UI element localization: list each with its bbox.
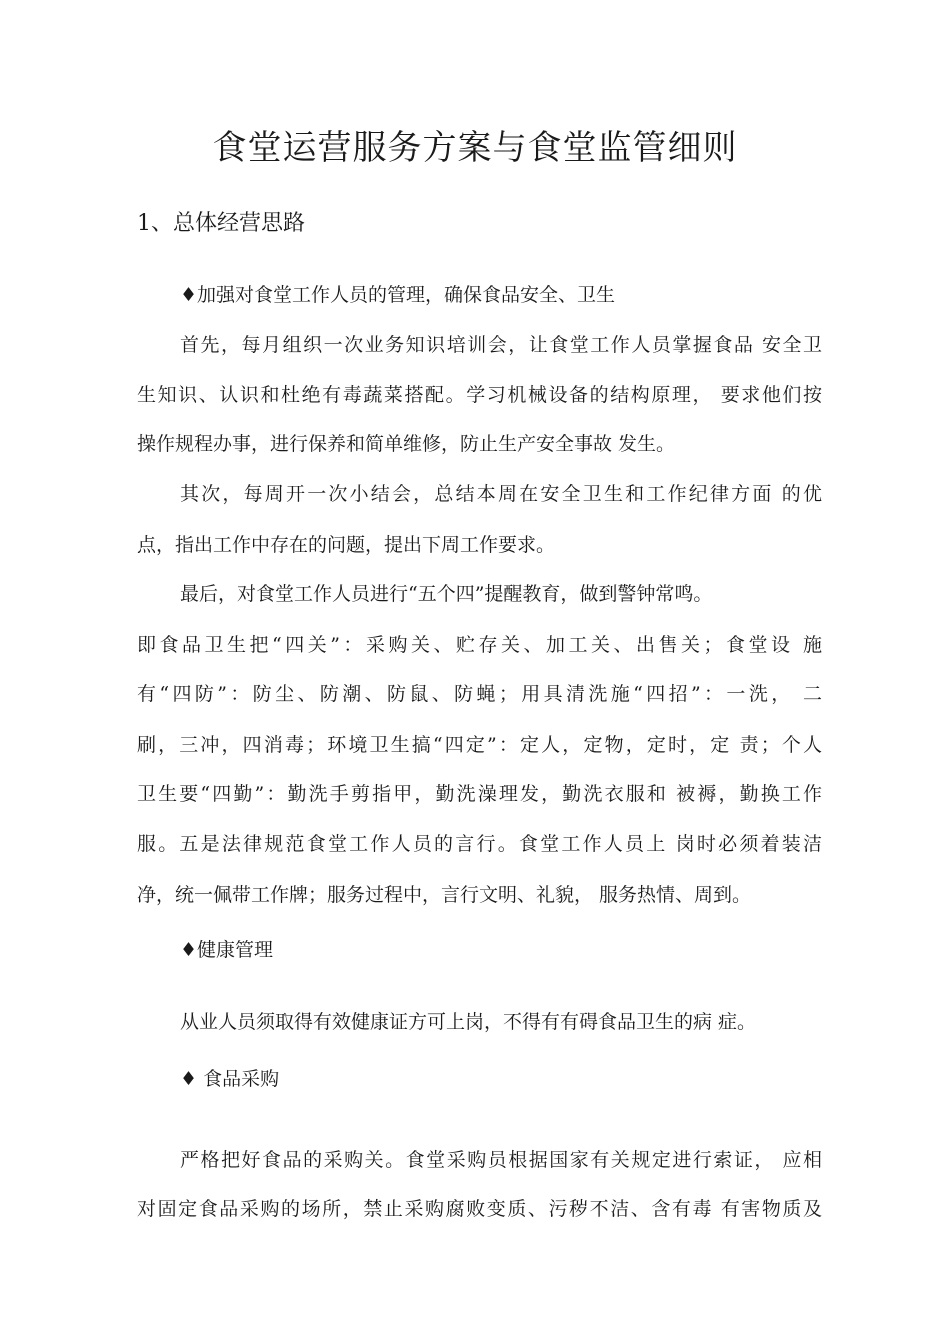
paragraph-line: 点，指出工作中存在的问题，提出下周工作要求。	[137, 534, 556, 556]
paragraph-line: 从业人员须取得有效健康证方可上岗，不得有有碍食品卫生的病 症。	[180, 1011, 757, 1033]
paragraph-line: 刷，三冲，四消毒；环境卫生搞“四定”：定人，定物，定时，定 责；个人	[137, 734, 822, 756]
bullet-heading-staff-management: ♦加强对食堂工作人员的管理，确保食品安全、卫生	[180, 284, 616, 306]
paragraph-line: 卫生要“四勤”：勤洗手剪指甲，勤洗澡理发，勤洗衣服和 被褥，勤换工作	[137, 783, 822, 805]
paragraph-line: 首先，每月组织一次业务知识培训会，让食堂工作人员掌握食品 安全卫	[180, 334, 822, 356]
paragraph-line: 对固定食品采购的场所，禁止采购腐败变质、污秽不洁、含有毒 有害物质及	[137, 1198, 822, 1220]
bullet-heading-food-procurement: ♦ 食品采购	[180, 1068, 280, 1090]
paragraph-line: 操作规程办事，进行保养和简单维修，防止生产安全事故 发生。	[137, 433, 676, 455]
paragraph-line: 其次，每周开一次小结会，总结本周在安全卫生和工作纪律方面 的优	[180, 483, 822, 505]
paragraph-line: 净，统一佩带工作牌；服务过程中，言行文明、礼貌， 服务热情、周到。	[137, 884, 752, 906]
paragraph-line: 严格把好食品的采购关。食堂采购员根据国家有关规定进行索证， 应相	[180, 1149, 822, 1171]
paragraph-line: 服。五是法律规范食堂工作人员的言行。食堂工作人员上 岗时必须着装洁	[137, 833, 822, 855]
paragraph-line: 生知识、认识和杜绝有毒蔬菜搭配。学习机械设备的结构原理， 要求他们按	[137, 384, 822, 406]
paragraph-line: 有“四防”：防尘、防潮、防鼠、防蝇；用具清洗施“四招”：一洗， 二	[137, 683, 822, 705]
paragraph-line: 即食品卫生把“四关”：采购关、贮存关、加工关、出售关；食堂设 施	[137, 634, 822, 656]
document-title: 食堂运营服务方案与食堂监管细则	[212, 128, 738, 168]
paragraph-line: 最后，对食堂工作人员进行“五个四”提醒教育，做到警钟常鸣。	[180, 583, 713, 605]
section-heading: 1、总体经营思路	[137, 211, 305, 236]
bullet-heading-health-management: ♦健康管理	[180, 939, 274, 961]
